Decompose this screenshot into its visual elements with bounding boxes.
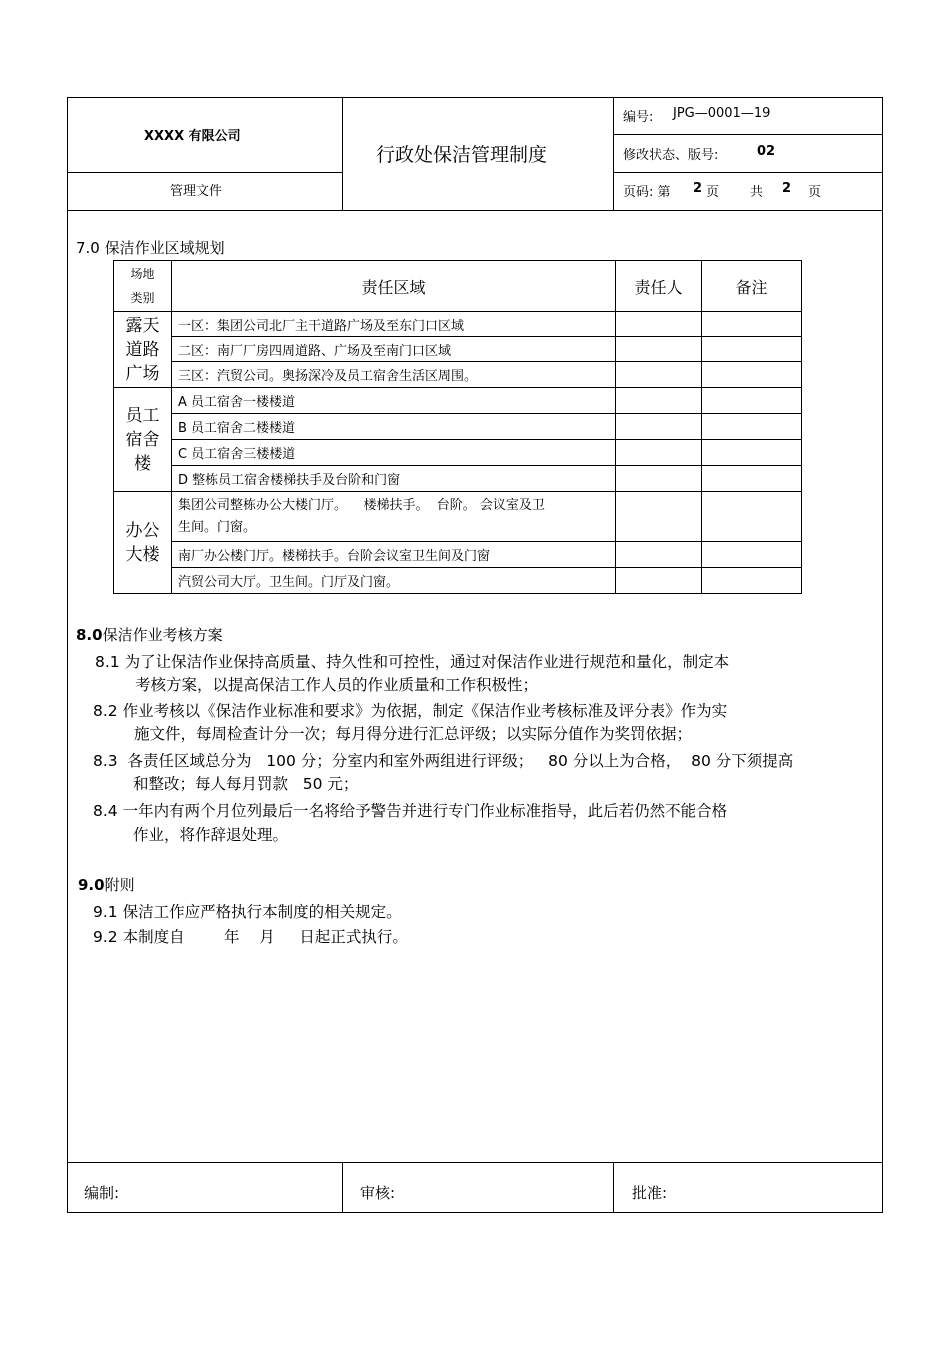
person-cell <box>616 337 702 362</box>
clause-line: 作业，将作辞退处理。 <box>133 826 289 844</box>
category-cell <box>114 388 172 492</box>
category-line: 大楼 <box>125 544 160 565</box>
clause-line: 8.4 一年内有两个月位列最后一名将给予警告并进行专门作业标准指导，此后若仍然不能合格 <box>93 802 728 820</box>
category-line: 办公 <box>125 520 160 541</box>
clause-line: 8.3 各责任区域总分为 100 分；分室内和室外两组进行评级； 80 分以上为合格， 80 分下须提高 <box>93 752 794 770</box>
table-header-row <box>114 261 802 312</box>
doc-type: 管理文件 <box>170 184 223 199</box>
clause-line: 8.2 作业考核以《保洁作业标准和要求》为依据，制定《保洁作业考核标准及评分表》作为实 <box>93 702 728 720</box>
area-cell: A 员工宿舍一楼楼道 <box>172 388 616 414</box>
area-cell: 南厂办公楼门厅。楼梯扶手。台阶会议室卫生间及门窗 <box>172 542 616 568</box>
category-line: 员工 <box>125 405 160 426</box>
prepared-by-label: 编制: <box>84 1184 120 1202</box>
area-cell: 一区：集团公司北厂主干道路广场及至东门口区域 <box>172 312 616 337</box>
category-line: 宿舍 <box>125 429 160 450</box>
clause-line: 和整改；每人每月罚款 50 元； <box>133 775 359 793</box>
clause-line: 考核方案，以提高保洁工作人员的作业质量和工作积极性； <box>135 676 539 694</box>
table-row <box>114 337 802 362</box>
page-total-unit: 页 <box>808 185 822 200</box>
page-unit: 页 <box>706 185 720 200</box>
category-line: 楼 <box>134 453 151 474</box>
category-cell <box>114 492 172 594</box>
header-divider <box>342 97 343 210</box>
table-row <box>114 568 802 594</box>
section-9-heading <box>78 874 135 895</box>
section-9-number: 9.0 <box>78 876 105 894</box>
area-cell: B 员工宿舍二楼楼道 <box>172 414 616 440</box>
document-title: 行政处保洁管理制度 <box>376 144 548 166</box>
col-person-header: 责任人 <box>616 261 702 312</box>
company-name: XXXX 有限公司 <box>144 129 241 144</box>
note-cell <box>702 388 802 414</box>
revision-label: 修改状态、版号: <box>623 148 719 163</box>
clause-line: 8.1 为了让保洁作业保持高质量、持久性和可控性，通过对保洁作业进行规范和量化，制定本 <box>95 653 730 671</box>
area-line: 集团公司整栋办公大楼门厅。 楼梯扶手。 台阶。 会议室及卫 <box>178 497 545 513</box>
note-cell <box>702 440 802 466</box>
col-category-header <box>114 261 172 312</box>
clause-line: 施文件，每周检查计分一次；每月得分进行汇总评级；以实际分值作为奖罚依据； <box>134 725 693 743</box>
col-note-header: 备注 <box>702 261 802 312</box>
table-row <box>114 542 802 568</box>
person-cell <box>616 492 702 542</box>
footer-divider <box>613 1162 614 1213</box>
note-cell <box>702 414 802 440</box>
category-cell <box>114 312 172 388</box>
person-cell <box>616 542 702 568</box>
person-cell <box>616 466 702 492</box>
doc-number-value: JPG—0001—19 <box>673 106 771 121</box>
col-category-line: 类别 <box>130 291 155 305</box>
col-area-header: 责任区域 <box>172 261 616 312</box>
note-cell <box>702 312 802 337</box>
area-cell <box>172 492 616 542</box>
category-line: 露天 <box>125 315 160 336</box>
page-label: 页码: 第 <box>623 185 671 200</box>
person-cell <box>616 312 702 337</box>
note-cell <box>702 466 802 492</box>
category-line: 广场 <box>125 363 160 384</box>
section-7-heading: 7.0 保洁作业区域规划 <box>76 239 225 257</box>
area-cell: 三区：汽贸公司。奥扬深冷及员工宿舍生活区周围。 <box>172 362 616 388</box>
page-current: 2 <box>693 181 703 196</box>
table-row <box>114 362 802 388</box>
section-8-title: 保洁作业考核方案 <box>102 626 223 644</box>
page-total: 2 <box>782 181 792 196</box>
section-9-title: 附则 <box>104 876 135 894</box>
person-cell <box>616 568 702 594</box>
area-cell: D 整栋员工宿舍楼梯扶手及台阶和门窗 <box>172 466 616 492</box>
header-divider <box>613 172 883 173</box>
area-cell: C 员工宿舍三楼楼道 <box>172 440 616 466</box>
note-cell <box>702 492 802 542</box>
area-cell: 汽贸公司大厅。卫生间。门厅及门窗。 <box>172 568 616 594</box>
header-divider <box>613 97 614 210</box>
note-cell <box>702 568 802 594</box>
page-total-label: 共 <box>750 185 764 200</box>
area-cell: 二区：南厂厂房四周道路、广场及至南门口区域 <box>172 337 616 362</box>
person-cell <box>616 414 702 440</box>
category-line: 道路 <box>125 339 160 360</box>
note-cell <box>702 362 802 388</box>
person-cell <box>616 362 702 388</box>
footer-top-line <box>67 1162 883 1163</box>
header-bottom-line <box>67 210 883 211</box>
person-cell <box>616 388 702 414</box>
revision-value: 02 <box>757 144 776 159</box>
table-row <box>114 388 802 414</box>
area-line: 生间。门窗。 <box>178 519 257 535</box>
table-row <box>114 414 802 440</box>
header-divider <box>613 134 883 135</box>
section-8-heading <box>76 624 223 645</box>
table-row <box>114 492 802 542</box>
col-category-line: 场地 <box>130 267 155 281</box>
person-cell <box>616 440 702 466</box>
note-cell <box>702 337 802 362</box>
clause-line: 9.1 保洁工作应严格执行本制度的相关规定。 <box>93 903 402 921</box>
reviewed-by-label: 审核: <box>360 1184 396 1202</box>
note-cell <box>702 542 802 568</box>
table-row <box>114 312 802 337</box>
approved-by-label: 批准: <box>632 1184 668 1202</box>
table-row <box>114 440 802 466</box>
table-row <box>114 466 802 492</box>
clause-line: 9.2 本制度自 年 月 日起正式执行。 <box>93 928 408 946</box>
footer-divider <box>342 1162 343 1213</box>
header-divider <box>67 172 342 173</box>
doc-number-label: 编号: <box>623 110 654 125</box>
zone-table <box>113 260 802 594</box>
section-8-number: 8.0 <box>76 626 103 644</box>
